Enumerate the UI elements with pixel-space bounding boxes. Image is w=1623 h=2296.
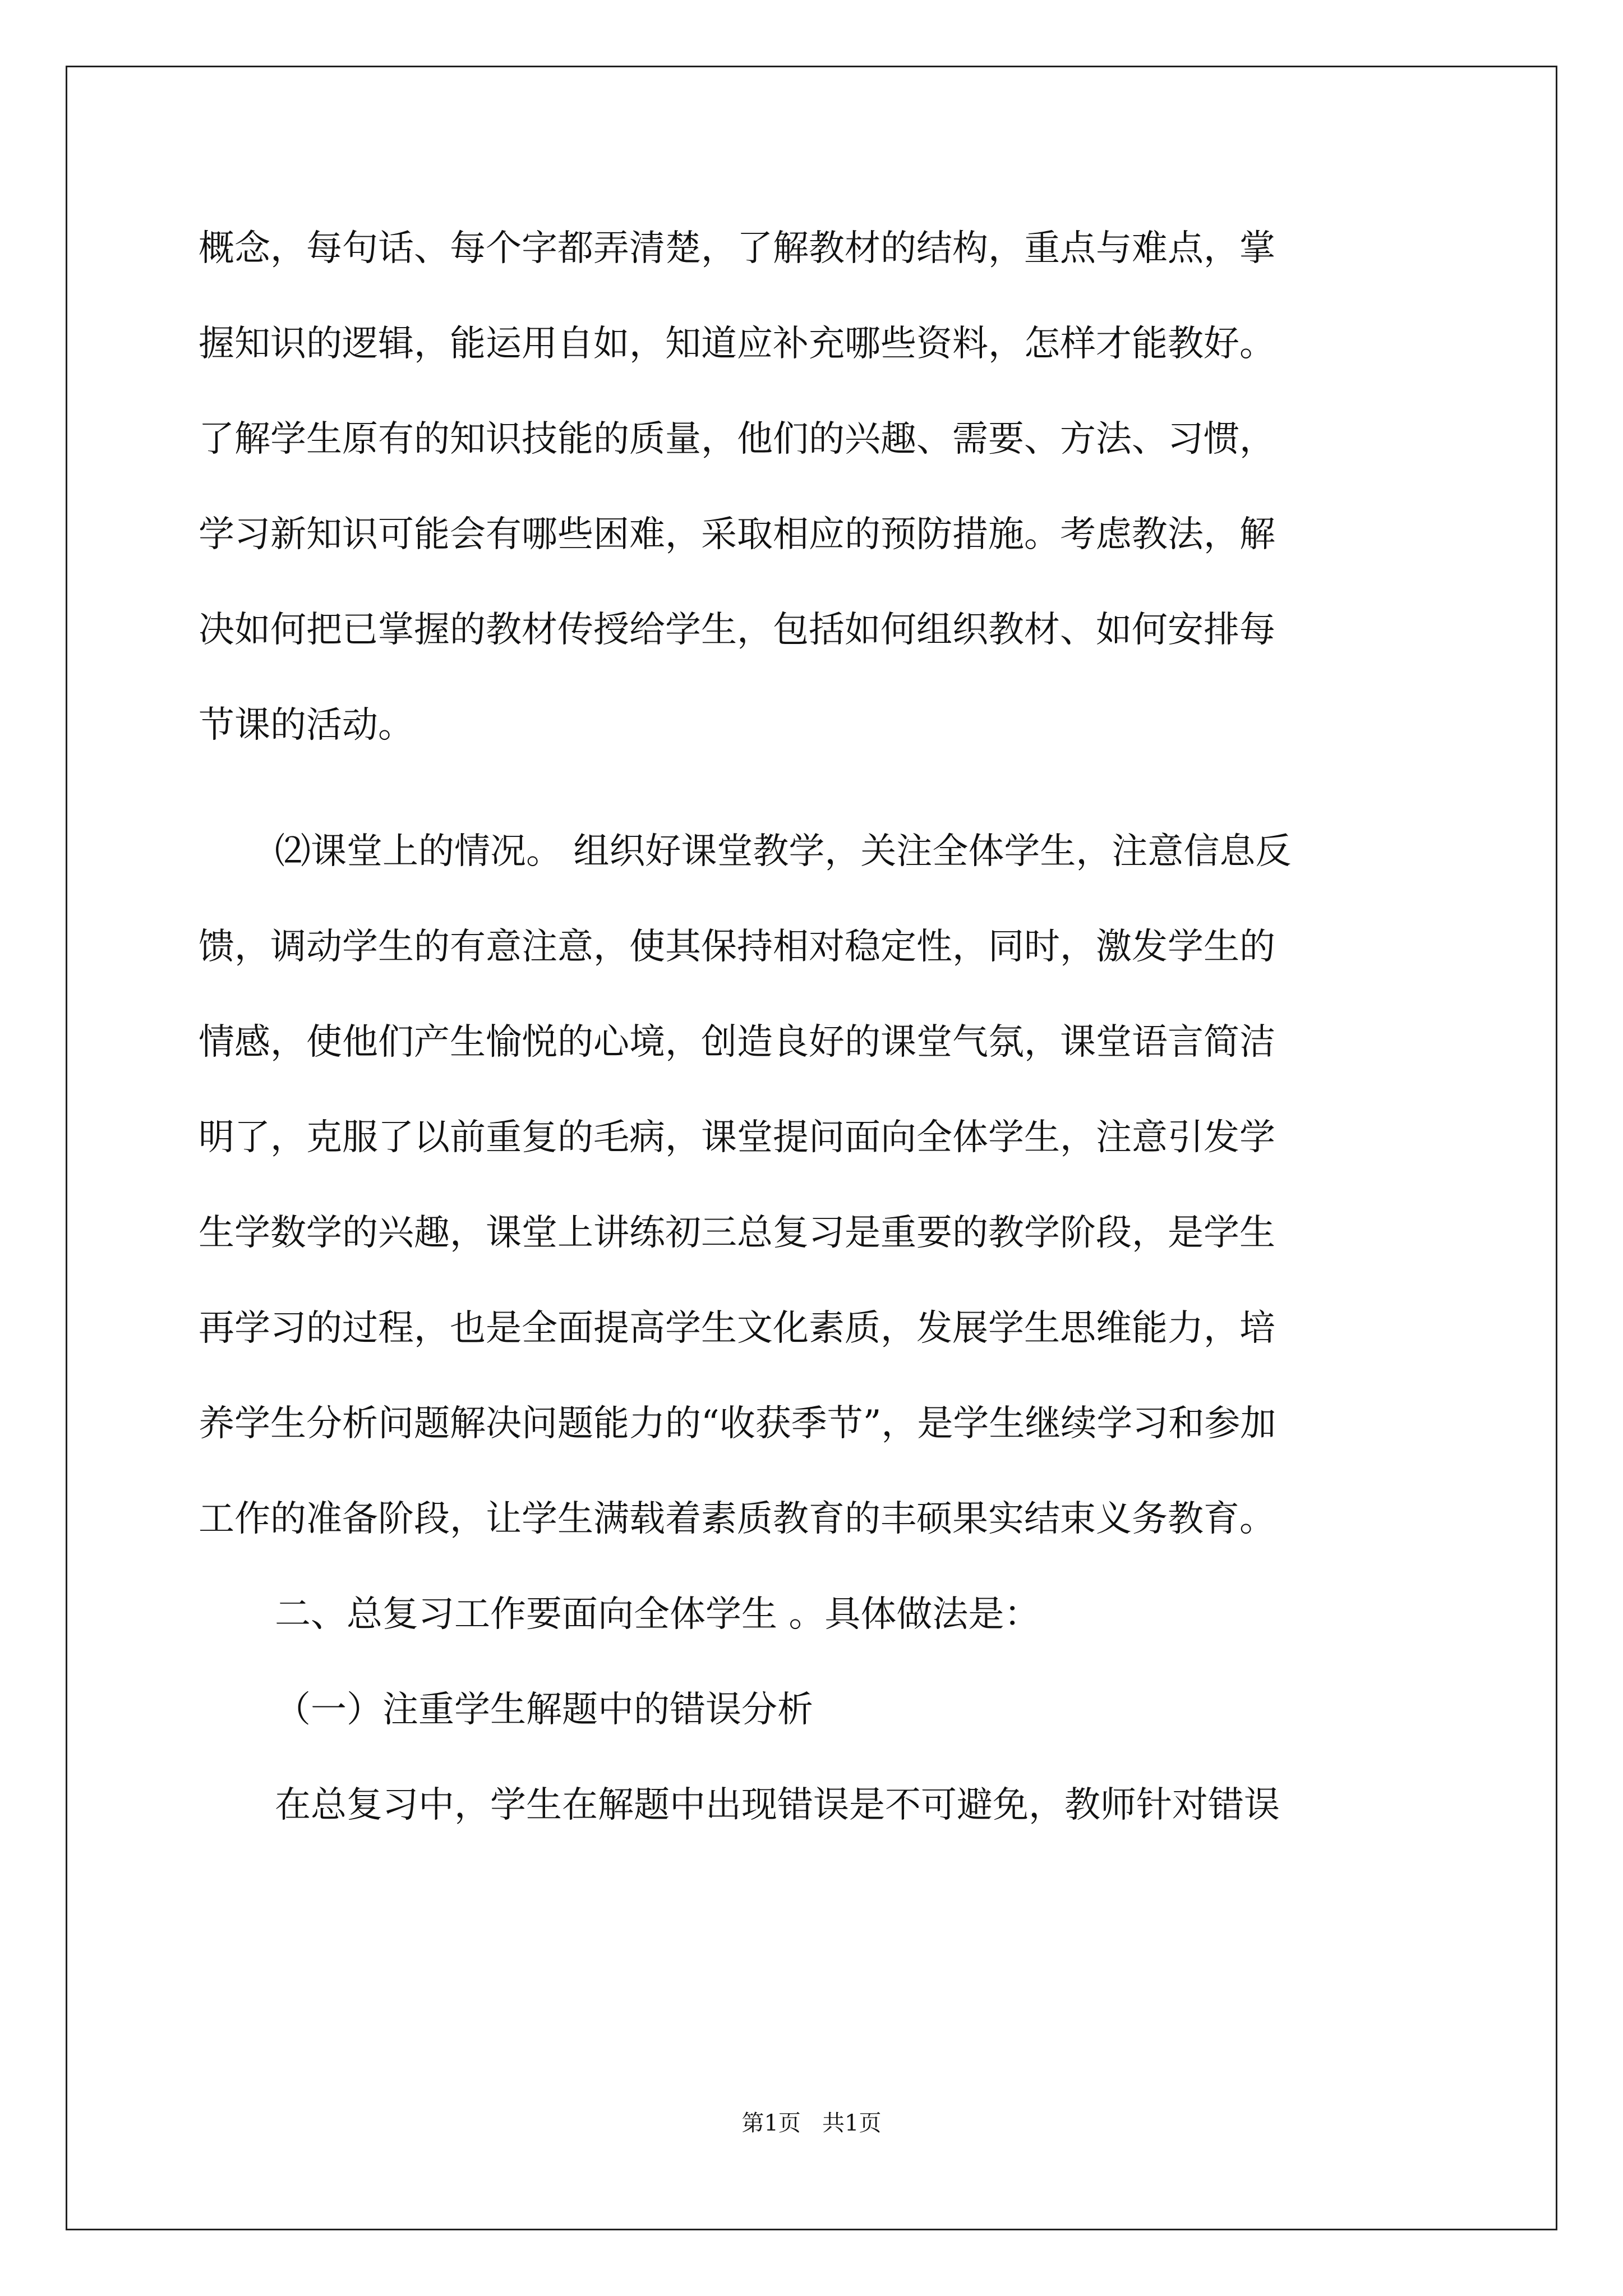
body-line-5: 决如何把已掌握的教材传授给学生，包括如何组织教材、如何安排每 [199, 609, 1275, 651]
body-line-11: 生学数学的兴趣，课堂上讲练初三总复习是重要的教学阶段，是学生 [199, 1212, 1275, 1254]
body-line-9: 情感，使他们产生愉悦的心境，创造良好的课堂气氛，课堂语言简洁 [199, 1022, 1275, 1063]
body-line-10: 明了，克服了以前重复的毛病，课堂提问面向全体学生，注意引发学 [199, 1117, 1275, 1158]
body-line-6: 节课的活动。 [199, 705, 414, 746]
body-line-3: 了解学生原有的知识技能的质量，他们的兴趣、需要、方法、习惯， [199, 418, 1275, 460]
body-line-14: 工作的准备阶段，让学生满载着素质教育的丰硕果实结束义务教育。 [199, 1498, 1275, 1540]
body-line-13: 养学生分析问题解决问题能力的“收获季节”，是学生继续学习和参加 [199, 1403, 1276, 1444]
body-line-7: ⑵课堂上的情况。 组织好课堂教学，关注全体学生，注意信息反 [275, 831, 1292, 872]
body-line-8: 馈，调动学生的有意注意，使其保持相对稳定性，同时，激发学生的 [199, 926, 1275, 968]
body-line-4: 学习新知识可能会有哪些困难，采取相应的预防措施。考虑教法，解 [199, 514, 1275, 555]
body-line-2: 握知识的逻辑，能运用自如，知道应补充哪些资料，怎样才能教好。 [199, 323, 1275, 365]
body-line-17: 在总复习中，学生在解题中出现错误是不可避免，教师针对错误 [275, 1784, 1280, 1826]
body-line-1: 概念，每句话、每个字都弄清楚，了解教材的结构，重点与难点，掌 [199, 228, 1275, 269]
body-line-12: 再学习的过程，也是全面提高学生文化素质，发展学生思维能力，培 [199, 1308, 1275, 1349]
section-heading: 二、总复习工作要面向全体学生 。具体做法是： [275, 1594, 1040, 1635]
page-number-footer: 第1页 共1页 [741, 2110, 882, 2136]
subsection-heading: （一）注重学生解题中的错误分析 [275, 1689, 813, 1731]
